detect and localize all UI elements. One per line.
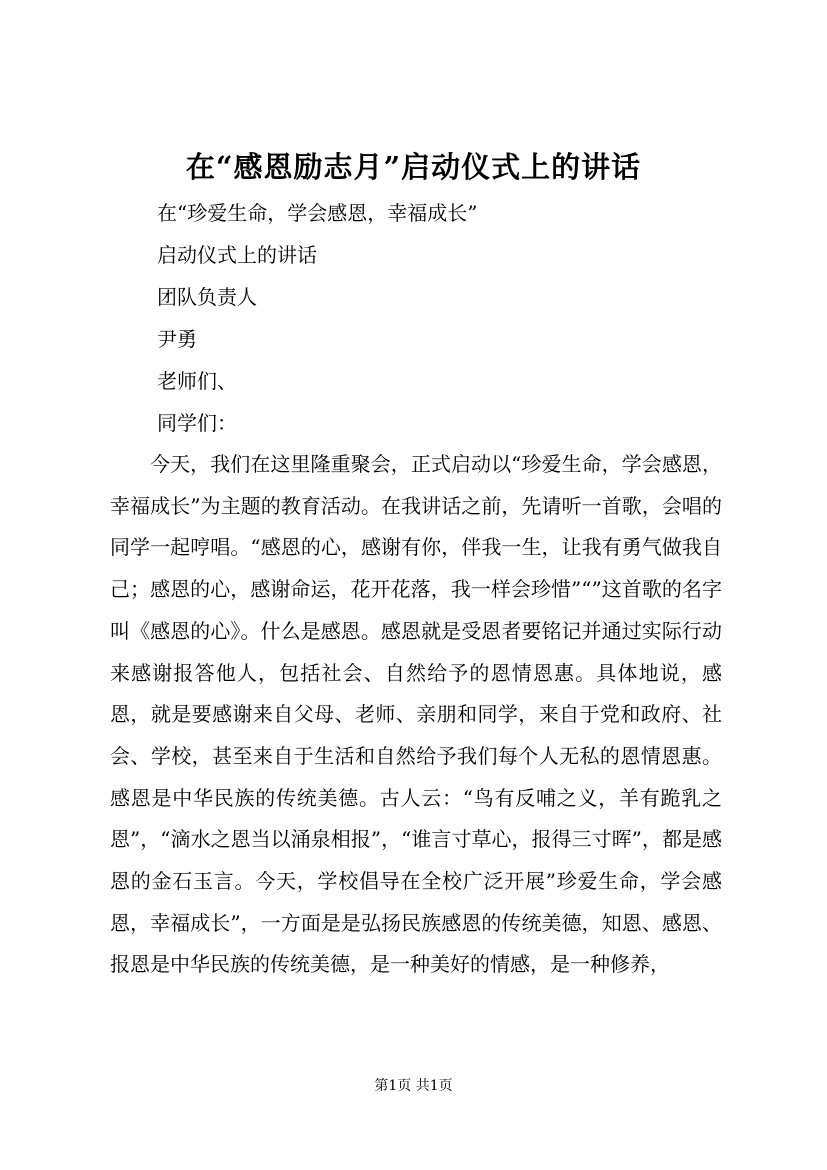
speech-body-paragraph: 今天，我们在这里隆重聚会，正式启动以“珍爱生命，学会感恩，幸福成长”为主题的教育活动。在我讲话之前，先请听一首歌，会唱的同学一起哼唱。“感恩的心，感谢有你，伴我一生，让我有勇气做我自己；感恩的心，感谢命运，花开花落，我一样会珍惜”“”这首歌的名字叫《感恩的心》。什么是感恩。感恩就是受恩者要铭记并通过实际行动来感谢报答他人，包括社会、自然给予的恩情恩惠。具体地说，感恩，就是要感谢来自父母、老师、亲朋和同学，来自于党和政府、社会、学校，甚至来自于生活和自然给予我们每个人无私的恩情恩惠。感恩是中华民族的传统美德。古人云：“鸟有反哺之义，羊有跪乳之恩”，“滴水之恩当以涌泉相报”，“谁言寸草心，报得三寸晖”，都是感恩的金石玉言。今天，学校倡导在全校广泛开展”珍爱生命，学会感恩，幸福成长”，一方面是是弘扬民族感恩的传统美德，知恩、感恩、报恩是中华民族的传统美德，是一种美好的情感，是一种修养， bbox=[110, 452, 722, 977]
speaker-name-line: 尹勇 bbox=[157, 327, 197, 351]
speaker-role-line: 团队负责人 bbox=[157, 285, 257, 309]
salutation-teachers-line: 老师们、 bbox=[157, 369, 237, 393]
event-name-line: 在“珍爱生命，学会感恩，幸福成长” bbox=[157, 201, 478, 225]
salutation-students-line: 同学们： bbox=[157, 411, 237, 435]
event-subtitle-line: 启动仪式上的讲话 bbox=[157, 243, 317, 267]
document-title: 在“感恩励志月”启动仪式上的讲话 bbox=[185, 150, 642, 184]
page-number-footer: 第1页 共1页 bbox=[374, 1078, 453, 1094]
header-lines bbox=[157, 192, 717, 444]
